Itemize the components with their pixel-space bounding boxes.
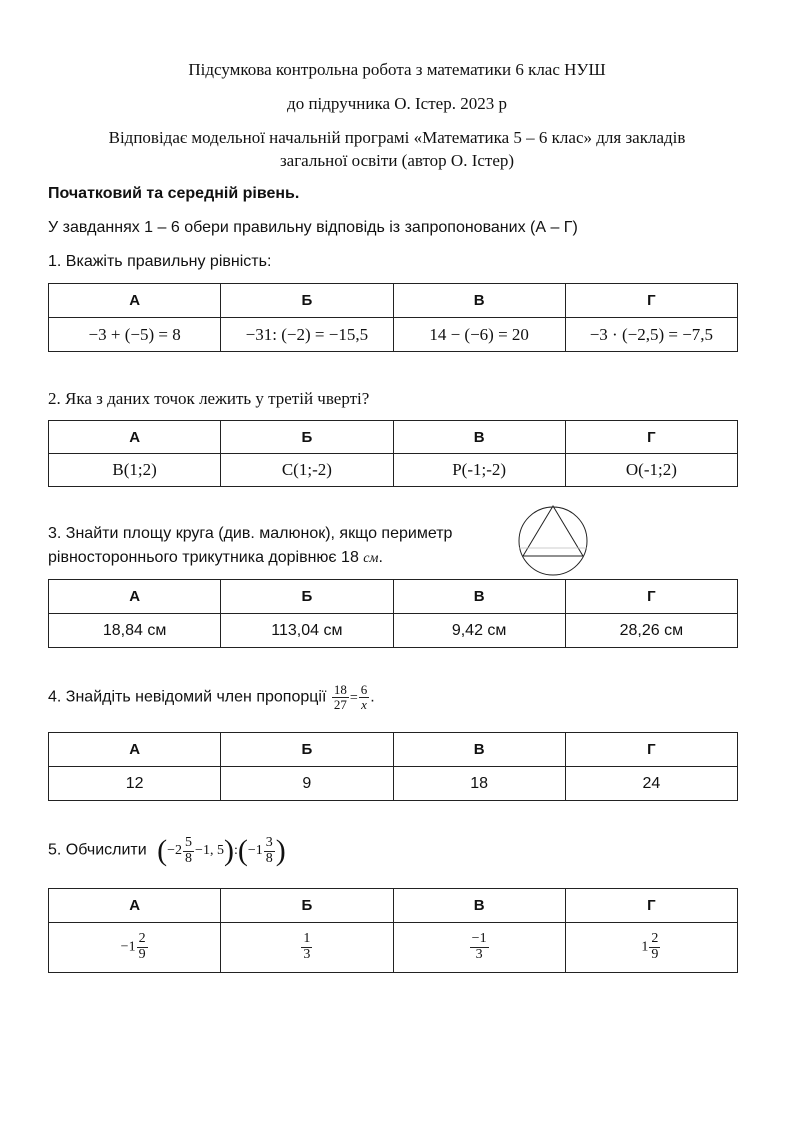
col-header-v: В (393, 284, 565, 318)
col-header-v: В (393, 580, 565, 614)
task5-a-whole: 1 (128, 939, 136, 955)
col-header-b: Б (221, 580, 393, 614)
task4-question-text: 4. Знайдіть невідомий член пропорції (48, 688, 327, 706)
task5-a-den: 9 (138, 947, 146, 962)
circle-shape (519, 507, 587, 575)
task5-question-line (48, 836, 286, 866)
col-header-g: Г (565, 284, 737, 318)
task3-option-b[interactable]: 113,04 см (221, 614, 393, 648)
task1-option-b[interactable]: −31: (−2) = −15,5 (221, 318, 393, 352)
col-header-v: В (393, 733, 565, 767)
task3-unit: см (363, 551, 379, 566)
expr-whole1: 2 (175, 843, 183, 859)
task1-answer-table (48, 283, 738, 352)
col-header-b: Б (221, 421, 393, 454)
task3-option-v[interactable]: 9,42 см (393, 614, 565, 648)
expr-minus2: − (247, 843, 256, 859)
task5-v-num: −1 (471, 931, 487, 947)
worksheet-title: Підсумкова контрольна робота з математики 6 клас НУШ (188, 60, 606, 79)
task1-question: 1. Вкажіть правильну рівність: (48, 253, 272, 270)
program-note-line2: загальної освіти (автор О. Істер) (279, 151, 515, 170)
col-header-v: В (393, 421, 565, 454)
col-header-a: А (49, 889, 221, 923)
circle-triangle-diagram (515, 500, 591, 578)
expr-close-paren2: ) (275, 834, 286, 868)
proportion-denominator-b: 27 (333, 696, 347, 712)
task3-period: . (378, 549, 383, 566)
col-header-g: Г (565, 421, 737, 454)
task4-option-g[interactable]: 24 (565, 767, 737, 801)
instruction-text: У завданнях 1 – 6 обери правильну відповідь із запропонованих (А – Г) (48, 219, 578, 236)
task1-option-v[interactable]: 14 − (−6) = 20 (393, 318, 565, 352)
task2-question: 2. Яка з даних точок лежить у третій чверті? (48, 389, 370, 408)
expr-colon: : (233, 843, 238, 859)
task5-g-num: 2 (651, 931, 659, 947)
task5-answer-table (48, 888, 738, 973)
col-header-a: А (49, 284, 221, 318)
task3-question-text: рівностороннього трикутника дорівнює 18 (48, 549, 359, 566)
task5-option-b[interactable] (221, 923, 393, 973)
inscribed-triangle-shape (523, 506, 583, 556)
task5-option-v[interactable] (393, 923, 565, 973)
proportion-denominator-x: x (361, 696, 367, 712)
proportion-left-fraction (332, 683, 349, 711)
expr-rest: −1, 5 (195, 843, 224, 859)
task5-question-text: 5. Обчислити (48, 841, 147, 859)
task3-option-g[interactable]: 28,26 см (565, 614, 737, 648)
proportion-numerator-c: 6 (360, 682, 368, 697)
col-header-g: Г (565, 733, 737, 767)
task2-answer-table (48, 420, 738, 487)
program-note-line1: Відповідає модельної начальній програмі «Математика 5 – 6 клас» для закладів (108, 128, 686, 147)
col-header-g: Г (565, 580, 737, 614)
col-header-b: Б (221, 733, 393, 767)
task1-option-g[interactable]: −3 · (−2,5) = −7,5 (565, 318, 737, 352)
expr-den1: 8 (185, 850, 193, 866)
level-heading: Початковий та середній рівень. (48, 185, 300, 202)
expr-fraction2 (264, 836, 275, 866)
task5-a-sign: − (120, 939, 129, 955)
task4-option-b[interactable]: 9 (221, 767, 393, 801)
col-header-g: Г (565, 889, 737, 923)
task5-v-fraction (470, 932, 489, 962)
task3-question-line1: 3. Знайти площу круга (див. малюнок), якщо периметр (48, 525, 453, 542)
task5-expression (157, 834, 286, 868)
task2-option-b[interactable]: С(1;-2) (221, 454, 393, 487)
col-header-a: А (49, 580, 221, 614)
task5-b-den: 3 (303, 947, 311, 962)
task5-v-den: 3 (475, 947, 483, 962)
expr-whole2: 1 (255, 843, 263, 859)
proportion-numerator-a: 18 (333, 682, 347, 697)
task5-a-fraction (137, 932, 148, 962)
proportion-equals: = (349, 690, 358, 706)
task3-answer-table (48, 579, 738, 648)
expr-fraction1 (183, 836, 194, 866)
expr-open-paren2: ( (237, 834, 248, 868)
task2-option-g[interactable]: О(-1;2) (565, 454, 737, 487)
task5-option-a[interactable] (49, 923, 221, 973)
task5-g-den: 9 (651, 947, 659, 962)
task4-option-a[interactable]: 12 (49, 767, 221, 801)
expr-num1: 5 (185, 835, 193, 850)
task2-option-v[interactable]: Р(-1;-2) (393, 454, 565, 487)
worksheet-subtitle: до підручника О. Істер. 2023 р (287, 94, 507, 113)
task5-g-fraction (649, 932, 660, 962)
expr-close-paren: ) (223, 834, 234, 868)
expr-den2: 8 (265, 850, 273, 866)
expr-num2: 3 (265, 835, 273, 850)
col-header-b: Б (221, 284, 393, 318)
col-header-v: В (393, 889, 565, 923)
task5-b-num: 1 (303, 931, 311, 947)
proportion-right-fraction (359, 683, 370, 711)
col-header-a: А (49, 733, 221, 767)
task2-option-a[interactable]: В(1;2) (49, 454, 221, 487)
task5-option-g[interactable] (565, 923, 737, 973)
task1-option-a[interactable]: −3 + (−5) = 8 (49, 318, 221, 352)
task4-question-line (48, 683, 375, 711)
task4-period: . (370, 688, 375, 706)
expr-open-paren: ( (157, 834, 168, 868)
task3-question-line2 (48, 549, 383, 567)
task5-b-fraction (301, 932, 312, 962)
task5-g-whole: 1 (641, 939, 649, 955)
col-header-a: А (49, 421, 221, 454)
col-header-b: Б (221, 889, 393, 923)
expr-minus: − (167, 843, 176, 859)
task3-option-a[interactable]: 18,84 см (49, 614, 221, 648)
task4-answer-table (48, 732, 738, 801)
task4-option-v[interactable]: 18 (393, 767, 565, 801)
task5-a-num: 2 (138, 931, 146, 947)
